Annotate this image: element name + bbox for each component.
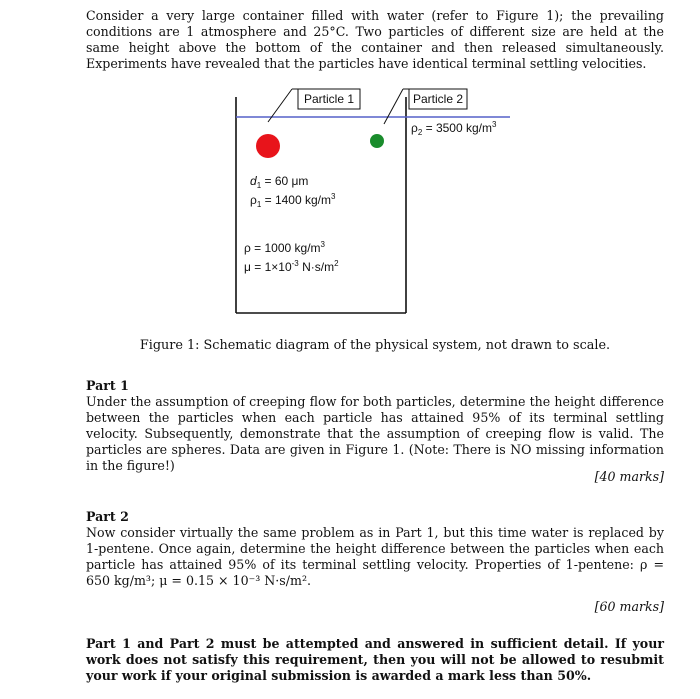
part-1-section: [86, 378, 664, 474]
d1-label: $d_1 = 60$ μm: [250, 174, 309, 190]
particle-1-label: Particle 1: [303, 92, 355, 106]
rho-water-label: ρ = 1000 $kg/m^3$: [244, 240, 325, 255]
part-2-text: Now consider virtually the same problem as in Part 1, but this time water is replaced by 1-pentene. Once again, determine the height difference between the particles when each particle has attained 95% of its terminal settling velocity. Properties of 1-pentene: ρ = 650 kg/m³; μ = 0.15 × 10⁻³ N·s/m².: [86, 525, 664, 588]
part-1-text: Under the assumption of creeping flow for both particles, determine the height difference between the particles when each particle has attained 95% of its terminal settling velocity. Subsequently, demonstrate that the assumption of creeping flow is valid. The particles are spheres. Data are given in Figure 1. (Note: There is NO missing information in the figure!): [86, 394, 664, 473]
rho2-label: $\rho_2 = 3500$ $kg/m^3$: [411, 120, 497, 137]
part-1-title: Part 1: [86, 378, 129, 393]
figure-caption: Figure 1: Schematic diagram of the physical system, not drawn to scale.: [139, 338, 611, 353]
mu-water-label: $\mu = 1\times 10^{-3}$ $N\cdot s/m^2$: [244, 259, 339, 274]
part-2-title: Part 2: [86, 509, 129, 524]
final-notice: Part 1 and Part 2 must be attempted and answered in sufficient detail. If your work does not satisfy this requirement, then you will not be allowed to resubmit your work if your original submission is awarded a mark less than 50%.: [86, 636, 664, 683]
particle-1-red-sphere: [256, 134, 280, 158]
part-1-marks: [40 marks]: [594, 469, 664, 484]
particle-2-label: Particle 2: [412, 92, 464, 106]
part-2-marks: [60 marks]: [594, 599, 664, 614]
particle-2-leader-line: [384, 89, 403, 124]
intro-paragraph: Consider a very large container filled with water (refer to Figure 1); the prevailing conditions are 1 atmosphere and 25°C. Two particles of different size are held at the same height above the bottom of the container and then released simultaneously. Experiments have revealed that the particles have identical terminal settling velocities.: [86, 8, 664, 71]
rho1-label: $\rho_1 = 1400$ $kg/m^3$: [250, 192, 336, 209]
part-2-section: [86, 509, 664, 589]
particle-2-green-sphere: [370, 134, 384, 148]
